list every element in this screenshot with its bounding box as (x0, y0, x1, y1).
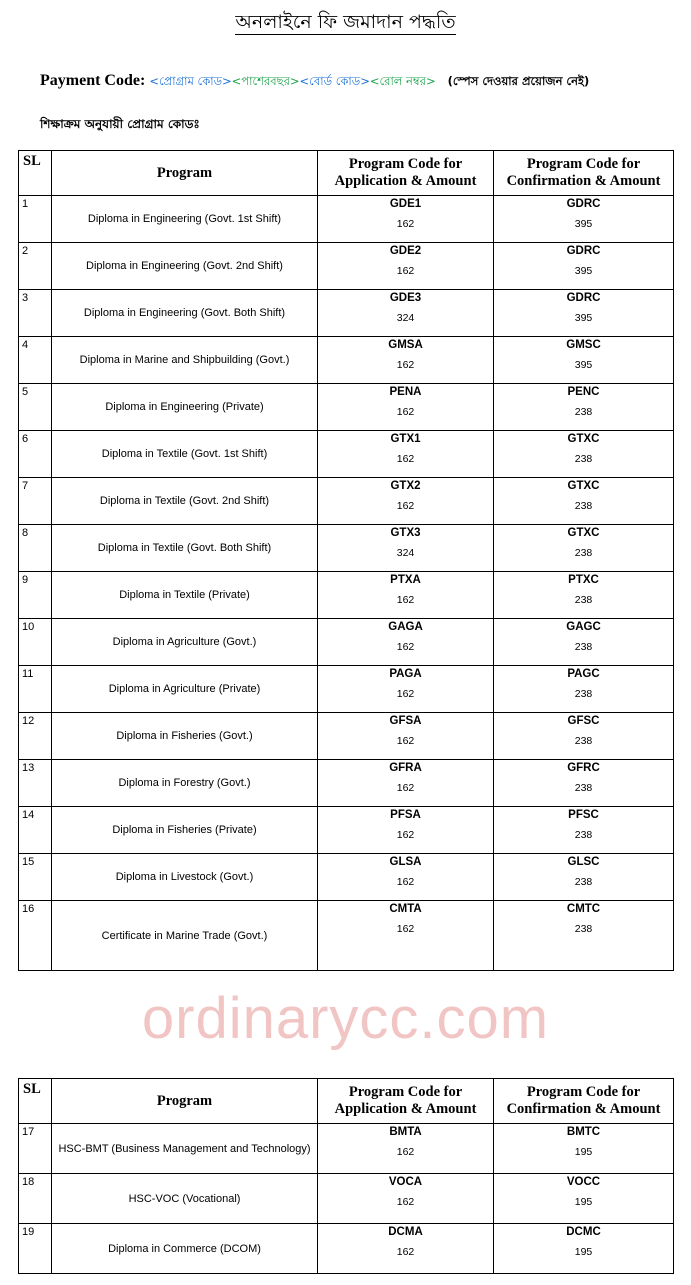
application-amount: 162 (396, 876, 415, 888)
row-application-cell (318, 478, 494, 525)
row-confirmation-cell (494, 1224, 674, 1274)
application-amount: 162 (396, 735, 415, 747)
application-code: GMSA (388, 339, 423, 351)
row-application-cell (318, 760, 494, 807)
table-row (19, 525, 674, 572)
row-program: Diploma in Livestock (Govt.) (52, 854, 318, 901)
application-amount: 162 (396, 923, 415, 935)
section-subheading: শিক্ষাক্রম অনুযায়ী প্রোগ্রাম কোডঃ (40, 117, 200, 131)
row-sl: 7 (19, 478, 52, 525)
confirmation-code: GMSC (566, 339, 601, 351)
application-amount: 162 (396, 1196, 415, 1208)
table-row (19, 666, 674, 713)
row-confirmation-cell (494, 901, 674, 971)
row-confirmation-cell (494, 854, 674, 901)
row-application-cell (318, 666, 494, 713)
row-application-cell (318, 1174, 494, 1224)
row-program: Diploma in Fisheries (Private) (52, 807, 318, 854)
row-program: Diploma in Textile (Govt. Both Shift) (52, 525, 318, 572)
row-sl: 6 (19, 431, 52, 478)
header-program: Program (52, 151, 318, 196)
row-confirmation-cell (494, 619, 674, 666)
confirmation-amount: 238 (574, 641, 593, 653)
application-amount: 162 (396, 406, 415, 418)
application-code: PTXA (390, 574, 421, 586)
confirmation-amount: 195 (574, 1146, 593, 1158)
confirmation-amount: 238 (574, 547, 593, 559)
table-row (19, 807, 674, 854)
row-confirmation-cell (494, 713, 674, 760)
application-amount: 162 (396, 218, 415, 230)
table-row (19, 384, 674, 431)
program-code-table-2 (18, 1078, 674, 1274)
row-application-cell (318, 619, 494, 666)
application-code: BMTA (389, 1126, 422, 1138)
application-amount: 162 (396, 782, 415, 794)
row-sl: 12 (19, 713, 52, 760)
confirmation-code: GLSC (567, 856, 600, 868)
row-sl: 3 (19, 290, 52, 337)
row-application-cell (318, 337, 494, 384)
header-application: Program Code for Application & Amount (318, 151, 494, 196)
application-amount: 324 (396, 547, 415, 559)
row-application-cell (318, 525, 494, 572)
application-amount: 162 (396, 688, 415, 700)
confirmation-code: GTXC (567, 433, 600, 445)
program-code-table-1 (18, 150, 674, 971)
row-program: Diploma in Marine and Shipbuilding (Govt.) (52, 337, 318, 384)
row-program: Diploma in Engineering (Govt. 1st Shift) (52, 196, 318, 243)
row-application-cell (318, 854, 494, 901)
application-amount: 162 (396, 594, 415, 606)
row-program: Diploma in Commerce (DCOM) (52, 1224, 318, 1274)
table-row (19, 478, 674, 525)
row-program: Diploma in Engineering (Private) (52, 384, 318, 431)
confirmation-code: GAGC (566, 621, 601, 633)
table-row (19, 760, 674, 807)
header-confirmation: Program Code for Confirmation & Amount (494, 151, 674, 196)
row-confirmation-cell (494, 478, 674, 525)
table-row (19, 243, 674, 290)
application-code: GTX1 (390, 433, 421, 445)
passing-year-segment: <পাশেরবছর> (231, 74, 300, 88)
table-row (19, 619, 674, 666)
confirmation-amount: 238 (574, 500, 593, 512)
confirmation-code: VOCC (566, 1176, 601, 1188)
table-row (19, 854, 674, 901)
application-code: GDE2 (389, 245, 422, 257)
row-confirmation-cell (494, 760, 674, 807)
row-program: Diploma in Agriculture (Private) (52, 666, 318, 713)
confirmation-amount: 238 (574, 782, 593, 794)
program-code-segment: <প্রোগ্রাম কোড> (149, 74, 232, 88)
row-sl: 13 (19, 760, 52, 807)
application-amount: 162 (396, 641, 415, 653)
table-header-row (19, 151, 674, 196)
payment-code-line (40, 72, 589, 92)
application-code: GFSA (389, 715, 422, 727)
confirmation-code: PFSC (568, 809, 599, 821)
row-sl: 19 (19, 1224, 52, 1274)
confirmation-amount: 395 (574, 218, 593, 230)
application-code: GFRA (389, 762, 422, 774)
row-application-cell (318, 1124, 494, 1174)
confirmation-code: GFRC (567, 762, 600, 774)
application-amount: 162 (396, 1146, 415, 1158)
row-sl: 5 (19, 384, 52, 431)
row-sl: 18 (19, 1174, 52, 1224)
confirmation-amount: 195 (574, 1196, 593, 1208)
row-sl: 9 (19, 572, 52, 619)
row-program: HSC-BMT (Business Management and Technology) (52, 1124, 318, 1174)
row-confirmation-cell (494, 666, 674, 713)
board-code-segment: <বোর্ড কোড> (299, 74, 370, 88)
application-amount: 162 (396, 1246, 415, 1258)
confirmation-code: DCMC (566, 1226, 601, 1238)
confirmation-amount: 195 (574, 1246, 593, 1258)
row-application-cell (318, 713, 494, 760)
application-code: CMTA (389, 903, 422, 915)
application-amount: 162 (396, 500, 415, 512)
table-row (19, 431, 674, 478)
row-confirmation-cell (494, 572, 674, 619)
row-application-cell (318, 431, 494, 478)
row-confirmation-cell (494, 243, 674, 290)
no-space-note: (স্পেস দেওয়ার প্রয়োজন নেই) (447, 74, 590, 88)
row-confirmation-cell (494, 431, 674, 478)
confirmation-amount: 238 (574, 594, 593, 606)
table-row (19, 196, 674, 243)
row-confirmation-cell (494, 807, 674, 854)
payment-code-label: Payment Code: (40, 72, 146, 89)
row-sl: 15 (19, 854, 52, 901)
confirmation-code: GTXC (567, 527, 600, 539)
row-application-cell (318, 901, 494, 971)
row-confirmation-cell (494, 384, 674, 431)
confirmation-code: BMTC (566, 1126, 601, 1138)
table-row (19, 713, 674, 760)
header-sl: SL (19, 151, 52, 196)
row-confirmation-cell (494, 1174, 674, 1224)
row-application-cell (318, 1224, 494, 1274)
confirmation-code: PAGC (567, 668, 600, 680)
table-header-row (19, 1079, 674, 1124)
application-code: PFSA (390, 809, 421, 821)
confirmation-amount: 238 (574, 453, 593, 465)
table-row (19, 901, 674, 971)
header-application: Program Code for Application & Amount (318, 1079, 494, 1124)
header-program: Program (52, 1079, 318, 1124)
application-amount: 162 (396, 359, 415, 371)
row-program: Diploma in Textile (Govt. 1st Shift) (52, 431, 318, 478)
table-row (19, 290, 674, 337)
application-code: GDE3 (389, 292, 422, 304)
row-program: Certificate in Marine Trade (Govt.) (52, 901, 318, 971)
table-row (19, 337, 674, 384)
application-code: GLSA (389, 856, 422, 868)
row-program: Diploma in Textile (Govt. 2nd Shift) (52, 478, 318, 525)
confirmation-code: GFSC (567, 715, 600, 727)
confirmation-amount: 395 (574, 312, 593, 324)
row-sl: 4 (19, 337, 52, 384)
row-program: Diploma in Textile (Private) (52, 572, 318, 619)
application-code: DCMA (388, 1226, 423, 1238)
confirmation-code: PTXC (568, 574, 599, 586)
table-row (19, 1124, 674, 1174)
confirmation-amount: 395 (574, 265, 593, 277)
row-sl: 2 (19, 243, 52, 290)
application-amount: 324 (396, 312, 415, 324)
row-confirmation-cell (494, 337, 674, 384)
confirmation-code: GDRC (566, 198, 601, 210)
application-code: GAGA (388, 621, 423, 633)
row-sl: 17 (19, 1124, 52, 1174)
row-sl: 8 (19, 525, 52, 572)
row-application-cell (318, 572, 494, 619)
row-sl: 11 (19, 666, 52, 713)
confirmation-code: GTXC (567, 480, 600, 492)
confirmation-code: PENC (567, 386, 600, 398)
application-amount: 162 (396, 453, 415, 465)
application-amount: 162 (396, 265, 415, 277)
row-application-cell (318, 290, 494, 337)
row-application-cell (318, 807, 494, 854)
row-confirmation-cell (494, 1124, 674, 1174)
application-code: VOCA (388, 1176, 423, 1188)
page-title: অনলাইনে ফি জমাদান পদ্ধতি (235, 11, 456, 33)
row-program: Diploma in Fisheries (Govt.) (52, 713, 318, 760)
header-sl: SL (19, 1079, 52, 1124)
application-code: GTX2 (390, 480, 421, 492)
confirmation-amount: 395 (574, 359, 593, 371)
application-amount: 162 (396, 829, 415, 841)
row-sl: 1 (19, 196, 52, 243)
row-program: HSC-VOC (Vocational) (52, 1174, 318, 1224)
confirmation-code: GDRC (566, 245, 601, 257)
roll-number-segment: <রোল নম্বর> (369, 74, 436, 88)
row-sl: 10 (19, 619, 52, 666)
confirmation-amount: 238 (574, 688, 593, 700)
confirmation-amount: 238 (574, 876, 593, 888)
application-code: GDE1 (389, 198, 422, 210)
row-application-cell (318, 243, 494, 290)
confirmation-code: GDRC (566, 292, 601, 304)
application-code: PAGA (389, 668, 422, 680)
header-confirmation: Program Code for Confirmation & Amount (494, 1079, 674, 1124)
application-code: GTX3 (390, 527, 421, 539)
table-row (19, 572, 674, 619)
row-program: Diploma in Engineering (Govt. 2nd Shift) (52, 243, 318, 290)
row-program: Diploma in Agriculture (Govt.) (52, 619, 318, 666)
row-confirmation-cell (494, 525, 674, 572)
row-sl: 14 (19, 807, 52, 854)
row-program: Diploma in Engineering (Govt. Both Shift) (52, 290, 318, 337)
confirmation-amount: 238 (574, 406, 593, 418)
row-confirmation-cell (494, 290, 674, 337)
confirmation-amount: 238 (574, 735, 593, 747)
confirmation-amount: 238 (574, 829, 593, 841)
watermark: ordinarycc.com (141, 986, 550, 1051)
row-application-cell (318, 196, 494, 243)
confirmation-amount: 238 (574, 923, 593, 935)
confirmation-code: CMTC (566, 903, 601, 915)
row-sl: 16 (19, 901, 52, 971)
table-row (19, 1224, 674, 1274)
row-application-cell (318, 384, 494, 431)
application-code: PENA (389, 386, 422, 398)
row-confirmation-cell (494, 196, 674, 243)
row-program: Diploma in Forestry (Govt.) (52, 760, 318, 807)
table-row (19, 1174, 674, 1224)
